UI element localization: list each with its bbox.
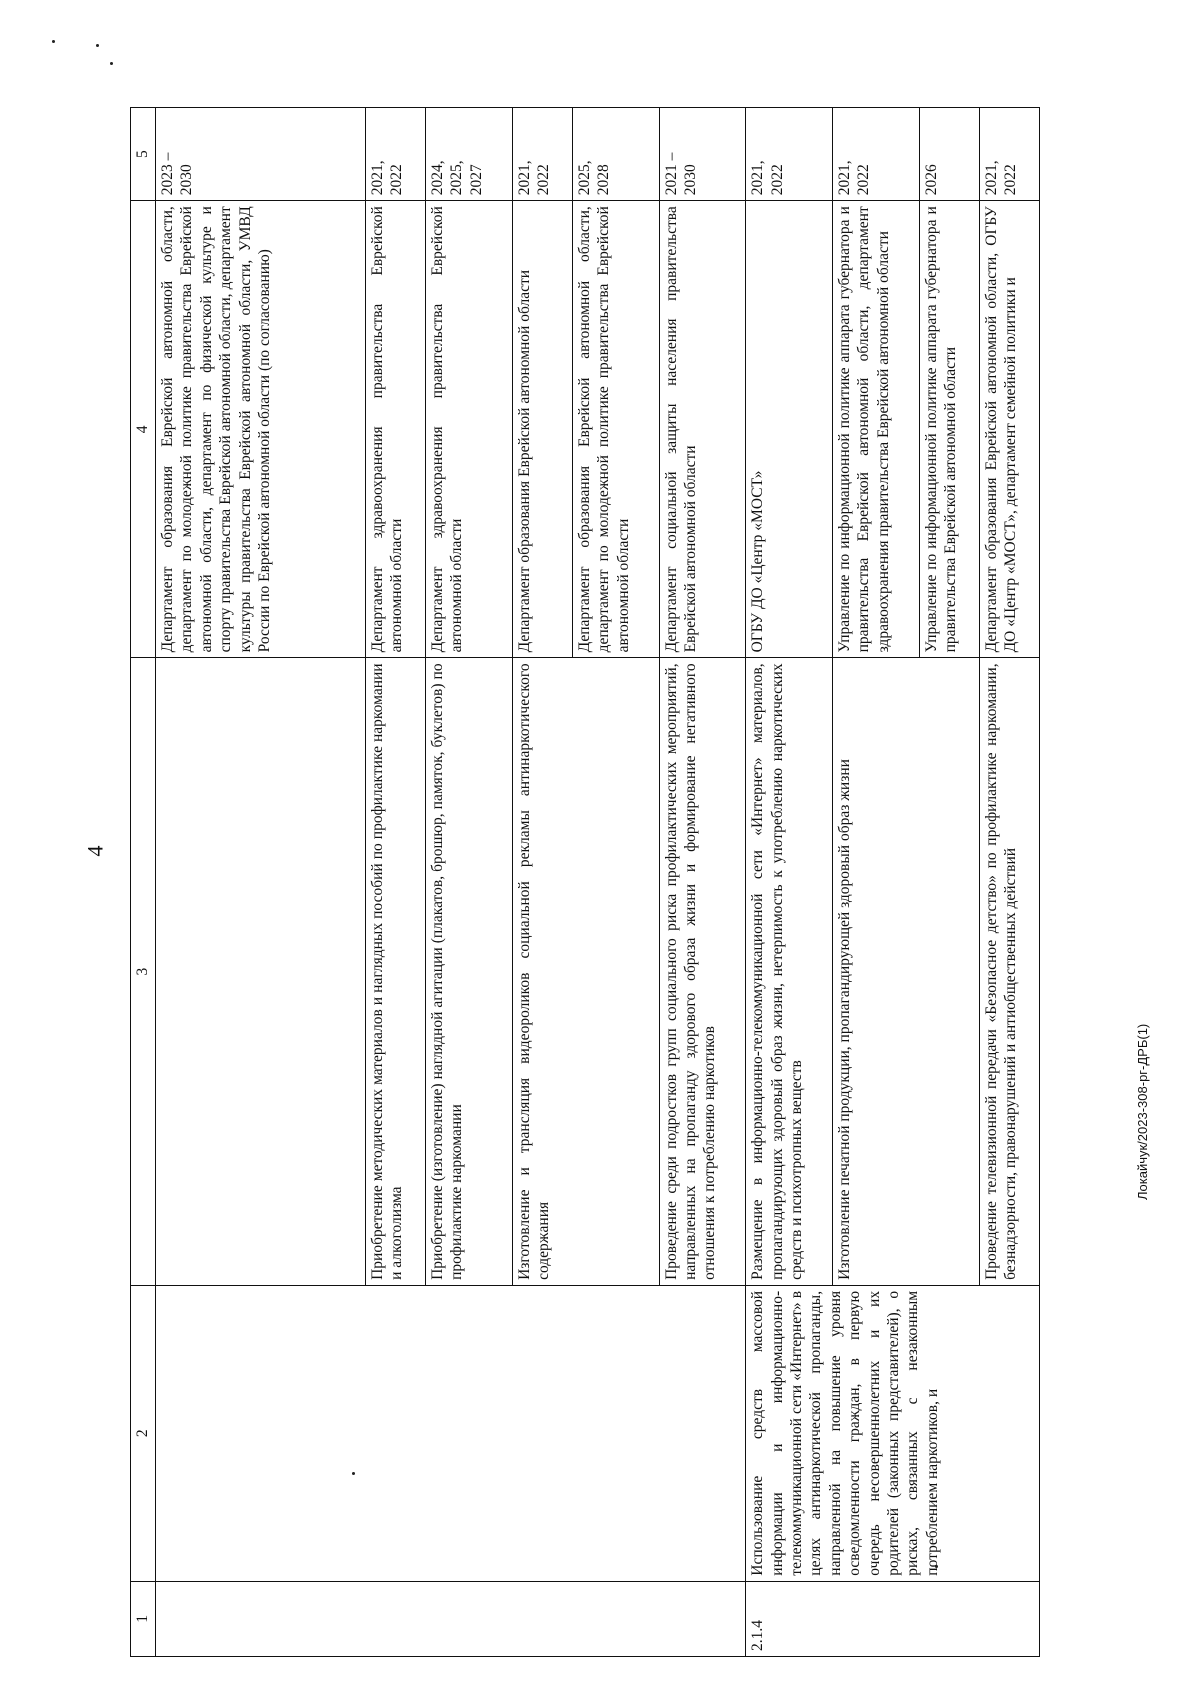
scan-speck	[52, 40, 55, 43]
empty-code-cell	[156, 1581, 746, 1656]
measure-cell	[156, 658, 366, 1285]
header-cell: 1	[131, 1581, 156, 1656]
header-cell: 2	[131, 1285, 156, 1581]
executor-cell: Управление по информационной политике аппарата губернатора и правительства Еврейской автономной области, департамент здравоохранения правительства Еврейской автономной области	[833, 201, 920, 658]
measure-cell: Изготовление печатной продукции, пропагандирующей здоровый образ жизни	[833, 658, 980, 1285]
section-task-cell: Использование средств массовой информации и информационно-телекоммуникационной сети «Интернет» в целях антинаркотической пропаганды, направленной на повышение уровня осведомленности граждан, в первую очередь несовершеннолетних и их родителей (законных представителей), о рисках, связанных с незаконным потреблением наркотиков, и	[746, 1285, 1040, 1581]
years-cell: 2026	[919, 108, 979, 201]
years-cell: 2024, 2025, 2027	[426, 108, 513, 201]
document-footer: Локайчук/2023-308-рг-ДРБ(1)	[1135, 1023, 1150, 1200]
measure-cell: Проведение среди подростков групп социального риска профилактических мероприятий, направленных на пропаганду здорового образа жизни и формирование негативного отношения к потреблению наркотиков	[659, 658, 746, 1285]
years-cell: 2023 – 2030	[156, 108, 366, 201]
years-cell: 2021, 2022	[746, 108, 833, 201]
scan-speck	[96, 44, 99, 47]
table-row	[156, 108, 366, 1657]
executor-cell: Департамент социальной защиты населения правительства Еврейской автономной области	[659, 201, 746, 658]
header-cell: 5	[131, 108, 156, 201]
measure-cell: Приобретение (изготовление) наглядной агитации (плакатов, брошюр, памяток, буклетов) по профилактике наркомании	[426, 658, 513, 1285]
executor-cell: Департамент образования Еврейской автономной области, департамент по молодежной политике правительства Еврейской автономной области	[572, 201, 659, 658]
years-cell: 2021, 2022	[366, 108, 426, 201]
measure-cell: Размещение в информационно-телекоммуникационной сети «Интернет» материалов, пропагандирующих здоровый образ жизни, нетерпимость к употреблению наркотических средств и психотропных веществ	[746, 658, 833, 1285]
executor-cell: Департамент образования Еврейской автономной области	[512, 201, 572, 658]
header-row	[131, 108, 156, 1657]
section-code-cell: 2.1.4	[746, 1581, 1040, 1656]
years-cell: 2021, 2022	[979, 108, 1039, 201]
executor-cell: Департамент образования Еврейской автономной области, ОГБУ ДО «Центр «МОСТ», департамент семейной политики и	[979, 201, 1039, 658]
years-cell: 2021, 2022	[833, 108, 920, 201]
years-cell: 2021 – 2030	[659, 108, 746, 201]
measure-cell: Проведение телевизионной передачи «Безопасное детство» по профилактике наркомании, безнадзорности, правонарушений и антиобщественных действий	[979, 658, 1039, 1285]
scan-speck	[110, 62, 113, 65]
executor-cell: ОГБУ ДО «Центр «МОСТ»	[746, 201, 833, 658]
executor-cell: Управление по информационной политике аппарата губернатора и правительства Еврейской автономной области	[919, 201, 979, 658]
measures-table	[130, 107, 1040, 1657]
measure-cell: Приобретение методических материалов и наглядных пособий по профилактике наркомании и алкоголизма	[366, 658, 426, 1285]
page-number: 4	[82, 845, 108, 857]
rotated-table-wrapper	[130, 107, 1040, 1657]
years-cell: 2021, 2022	[512, 108, 572, 201]
header-cell: 3	[131, 658, 156, 1285]
table-row	[746, 108, 833, 1657]
executor-cell: Департамент здравоохранения правительства Еврейской автономной области	[426, 201, 513, 658]
measure-cell: Изготовление и трансляция видеороликов социальной рекламы антинаркотического содержания	[512, 658, 659, 1285]
executor-cell: Департамент образования Еврейской автономной области, департамент по молодежной политике правительства Еврейской автономной области, департамент по физической культуре и спорту правительства Еврейской автономной области, департамент культуры правительства Еврейской автономной области, УМВД России по Еврейской автономной области (по согласованию)	[156, 201, 366, 658]
executor-cell: Департамент здравоохранения правительства Еврейской автономной области	[366, 201, 426, 658]
empty-task-cell	[156, 1285, 746, 1581]
header-cell: 4	[131, 201, 156, 658]
years-cell: 2025, 2028	[572, 108, 659, 201]
